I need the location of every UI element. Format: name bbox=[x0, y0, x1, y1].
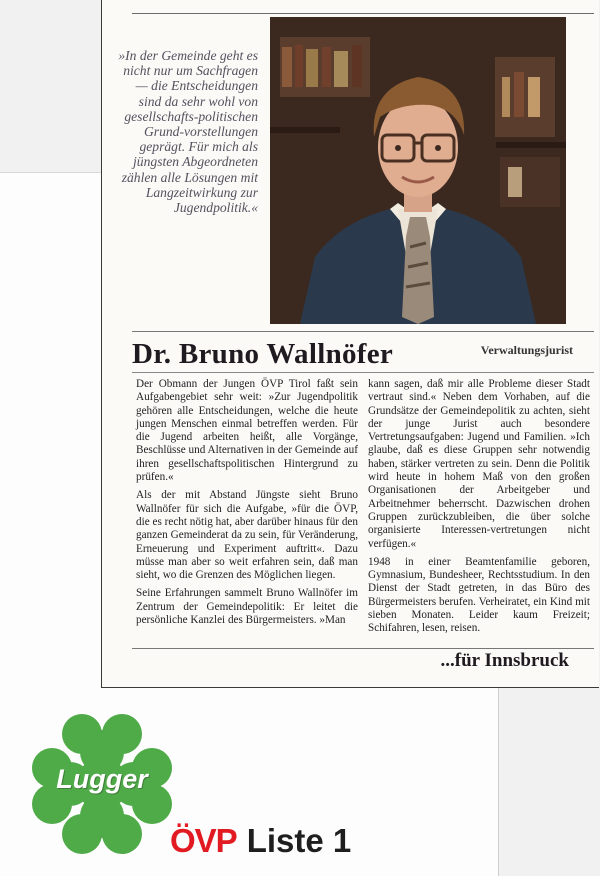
portrait-illustration bbox=[270, 17, 566, 324]
portrait-photo bbox=[270, 17, 566, 324]
lugger-logo bbox=[30, 712, 174, 856]
bottom-rule bbox=[132, 648, 594, 649]
footer-title: ...für Innsbruck bbox=[440, 650, 569, 671]
logo-text: Lugger bbox=[56, 764, 148, 794]
paragraph: 1948 in einer Beamtenfamilie geboren, Gymnasium, Bundesheer, Rechtsstudium. In den Dienst der Stadt getreten, in das Büro des Bürgermeisters berufen. Verheiratet, ein Kind mit sieben Monaten. Leider kaum Freizeit; Schifahren, lesen, reisen. bbox=[368, 555, 590, 635]
paragraph: Als der mit Abstand Jüngste sieht Bruno Wallnöfer für sich die Aufgabe, »für die ÖVP, die es recht nötig hat, aber darüber hinaus für den ganzen Gemeinderat da zu sein, für Veränderung, Erneuerung und Experiment auftritt«. Dazu müsse man aber so weit erfahren sein, daß man sieht, wo die Grenzen des Möglichen liegen. bbox=[136, 489, 358, 582]
name-rule bbox=[132, 331, 594, 332]
article-column-right bbox=[368, 378, 590, 641]
party-list bbox=[170, 822, 351, 860]
sub-rule bbox=[132, 372, 594, 373]
paragraph: kann sagen, daß mir alle Probleme dieser Stadt vertraut sind.« Neben dem Vorhaben, auf die Grundsätze der Gemeindepolitik zu achten, sieht der junge Jurist auch besondere Vertretungsaufgaben: Jugend und Familien. »Ich glaube, daß es diese Gruppen sehr notwendig haben, stärker vertreten zu sein. Denn die Politik wird heute in hohem Maß von den großen Organisationen der Arbeitgeber und Arbeitnehmer beherrscht. Dazwischen drohen Gruppen zurückzubleiben, die über solche organisierte Interessen-vertretungen nicht verfügen.« bbox=[368, 378, 590, 550]
person-name: Dr. Bruno Wallnöfer bbox=[132, 338, 394, 370]
top-rule bbox=[132, 13, 594, 14]
party-name: ÖVP bbox=[170, 822, 237, 859]
person-role: Verwaltungsjurist bbox=[480, 343, 573, 357]
pull-quote: »In der Gemeinde geht es nicht nur um Sachfragen — die Entscheidungen sind da sehr wohl von gesellschafts-politischen Grund-vorstellungen geprägt. Für mich als jüngsten Abgeordneten zählen alle Lösungen mit Langzeitwirkung zur Jugendpolitik.« bbox=[118, 48, 258, 216]
list-number: Liste 1 bbox=[246, 822, 352, 859]
paragraph: Der Obmann der Jungen ÖVP Tirol faßt sein Aufgabengebiet sehr weit: »Zur Jugendpolitik gehören alle Entscheidungen, welche die heute jungen Menschen einmal betreffen werden. Für die Jugend arbeiten heißt, alle Vorgänge, Beschlüsse und Alternativen in der Gemeinde auf ihren gesellschaftspolitischen Hintergrund zu prüfen.« bbox=[136, 378, 358, 484]
front-page bbox=[101, 0, 599, 688]
article-column-left bbox=[136, 378, 358, 632]
paragraph: Seine Erfahrungen sammelt Bruno Wallnöfer im Zentrum der Gemeindepolitik: Er leitet die persönliche Kanzlei des Bürgermeisters. »Man bbox=[136, 587, 358, 627]
